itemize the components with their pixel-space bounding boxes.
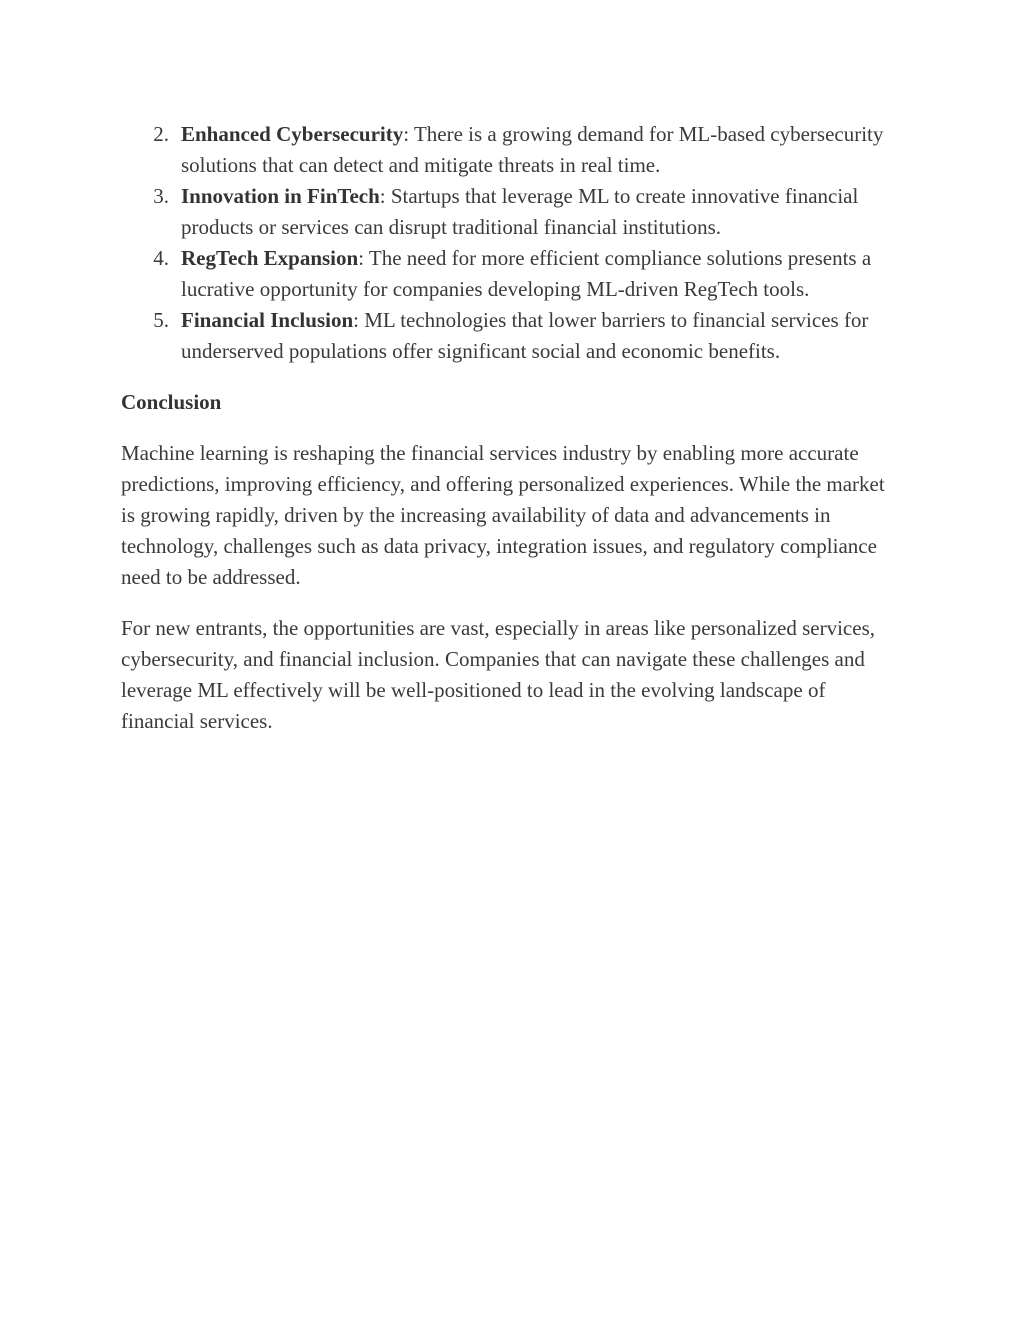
list-item: [121, 243, 901, 305]
list-item-number: 2.: [153, 122, 169, 146]
list-item: [121, 119, 901, 181]
list-item-number: 3.: [153, 184, 169, 208]
list-item-number: 4.: [153, 246, 169, 270]
list-item-text: : Startups that leverage ML to create innovative financial products or services can disrupt traditional financial institutions.: [181, 184, 859, 239]
list-item: [121, 181, 901, 243]
list-item: [121, 305, 901, 367]
list-item-text: : ML technologies that lower barriers to financial services for underserved populations offer significant social and economic benefits.: [181, 308, 869, 363]
conclusion-paragraph-1: Machine learning is reshaping the financial services industry by enabling more accurate predictions, improving efficiency, and offering personalized experiences. While the market is growing rapidly, driven by the increasing availability of data and advancements in technology, challenges such as data privacy, integration issues, and regulatory compliance need to be addressed.: [121, 441, 885, 589]
list-item-term: Financial Inclusion: [181, 308, 354, 332]
conclusion-paragraph-2: For new entrants, the opportunities are vast, especially in areas like personalized services, cybersecurity, and financial inclusion. Companies that can navigate these challenges and leverage ML effectively will be well-positioned to lead in the evolving landscape of financial services.: [121, 616, 875, 733]
document-page: [121, 119, 901, 737]
list-item-text: : There is a growing demand for ML-based cybersecurity solutions that can detect and mitigate threats in real time.: [181, 122, 884, 177]
list-item-term: Innovation in FinTech: [181, 184, 380, 208]
list-item-number: 5.: [153, 308, 169, 332]
conclusion-heading: Conclusion: [121, 390, 222, 414]
opportunities-list: [121, 119, 901, 367]
list-item-text: : The need for more efficient compliance solutions presents a lucrative opportunity for companies developing ML-driven RegTech tools.: [181, 246, 872, 301]
list-item-term: Enhanced Cybersecurity: [181, 122, 404, 146]
list-item-term: RegTech Expansion: [181, 246, 359, 270]
